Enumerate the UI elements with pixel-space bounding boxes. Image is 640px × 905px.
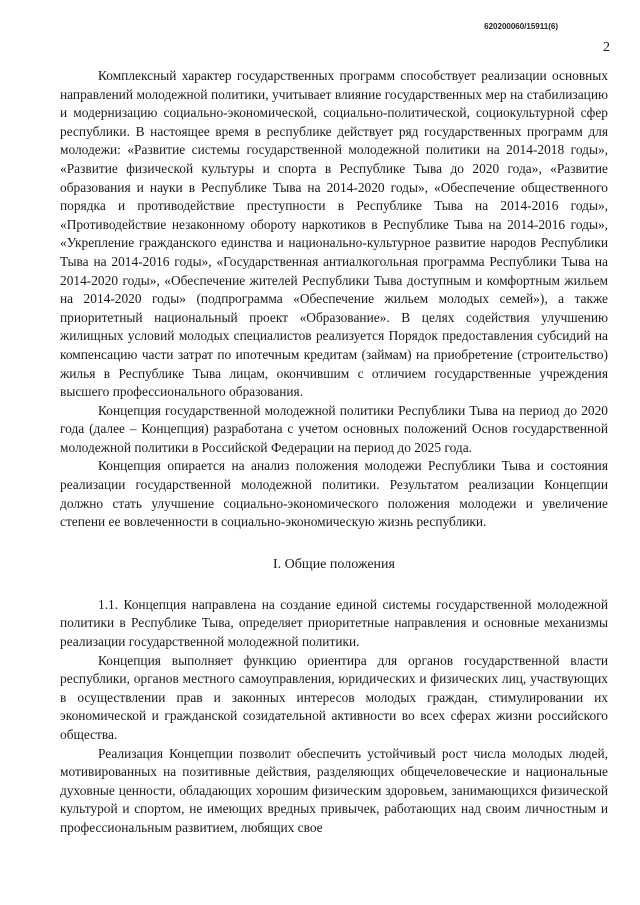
paragraph-concept-basis: Концепция государственной молодежной политики Республики Тыва на период до 2020 года (далее – Концепция) разработана с учетом основных положений Основ государственной молодежной политики в Российской Федерации на период до 2025 года. bbox=[60, 402, 608, 455]
paragraph-programs: Комплексный характер государственных программ способствует реализации основных направлений молодежной политики, учитывает влияние государственных мер на стабилизацию и модернизацию социально-экономической, социально-политической, социокультурной сфер республики. В настоящее время в республике действует ряд государственных программ для молодежи: «Развитие системы государственной молодежной политики на 2014-2018 годы», «Развитие физической культуры и спорта в Республике Тыва до 2020 года», «Развитие образования и науки в Республике Тыва на 2014-2020 годы», «Обеспечение общественного порядка и противодействие преступности в Республике Тыва на 2014-2016 годы», «Противодействие незаконному обороту наркотиков в Республике Тыва на 2014-2016 годы», «Укрепление гражданского единства и национально-культурное развитие народов Республики Тыва на 2014-2016 годы», «Государственная антиалкогольная программа Республики Тыва на 2014-2020 годы», «Обеспечение жителей Республики Тыва доступным и комфортным жильем на 2014-2020 годы» (подпрограмма «Обеспечение жильем молодых семей»), а также приоритетный национальный проект «Образование». В целях содействия улучшению жилищных условий молодых специалистов реализуется Порядок предоставления субсидий на компенсацию части затрат по ипотечным кредитам (займам) на приобретение (строительство) жилья в Республике Тыва лицам, окончившим с отличием государственные учреждения высшего профессионального образования. bbox=[60, 68, 608, 400]
paragraph-concept-function: Концепция выполняет функцию ориентира для органов государственной власти республики, органов местного самоуправления, юридических и физических лиц, участвующих в осуществлении прав и законных интересов молодых граждан, стимулировании их экономической и гражданской созидательной активности во всех сферах жизни российского общества. bbox=[60, 652, 608, 742]
page-number: 2 bbox=[603, 40, 610, 55]
section-heading: I. Общие положения bbox=[273, 556, 395, 572]
document-id: 620200060/15911(6) bbox=[484, 22, 558, 31]
paragraph-concept-implementation: Реализация Концепции позволит обеспечить устойчивый рост числа молодых людей, мотивированных на позитивные действия, разделяющих общечеловеческие и национальные духовные ценности, обладающих хорошим физическим здоровьем, занимающихся физической культурой и спортом, не имеющих вредных привычек, работающих над своим личностным и профессиональным развитием, любящих свое bbox=[60, 745, 608, 835]
document-body bbox=[60, 67, 608, 838]
paragraph-concept-result: Концепция опирается на анализ положения молодежи Республики Тыва и состояния реализации государственной молодежной политики. Результатом реализации Концепции должно стать улучшение социально-экономического положения молодежи и увеличение степени ее вовлеченности в социально-экономическую жизнь республики. bbox=[60, 458, 608, 530]
paragraph-1-1: 1.1. Концепция направлена на создание единой системы государственной молодежной политики в Республике Тыва, определяет приоритетные направления и основные механизмы реализации государственной молодежной политики. bbox=[60, 596, 608, 650]
